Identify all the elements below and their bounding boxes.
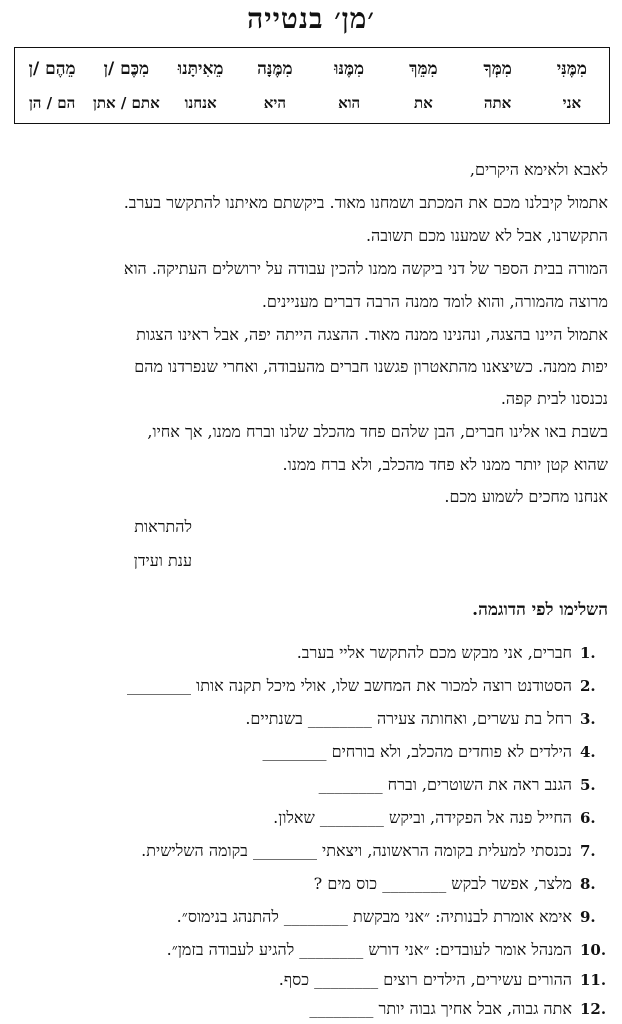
item-text: רחל בת עשרים, ואחותה צעירה ________ בשנתיים.: [245, 709, 572, 728]
exercise-item: [12, 673, 608, 699]
exercise-item: [12, 640, 608, 666]
letter-closing: להתראות: [134, 517, 192, 536]
item-text: הסטודנט רוצה למכור את המחשב שלו, אולי מיכל תקנה אותו ________: [127, 676, 572, 695]
letter-line: מרוצה מהמורה, והוא לומד ממנה הרבה דברים מעניינים.: [261, 292, 608, 311]
item-number: 3.: [580, 710, 596, 728]
exercise-item: [12, 904, 608, 930]
item-number: 6.: [580, 809, 596, 827]
letter-greeting: לאבא ולאימא היקרים,: [469, 160, 608, 179]
exercise-title: השלימו לפי הדוגמה.: [472, 600, 608, 620]
item-number: 9.: [580, 908, 596, 926]
pronoun-cell: את: [413, 94, 433, 112]
page-title: ׳מן׳ בנטייה: [247, 2, 375, 35]
form-cell: מִמְּךָ: [483, 59, 512, 79]
pronoun-cell: הם / הן: [28, 94, 76, 112]
letter-line: בשבת באו אלינו חברים, הבן שלהם פחד מהכלב שלנו וברח ממנו, אך אחיו,: [147, 422, 608, 441]
form-cell: מִמֵּךְ: [409, 59, 438, 79]
letter-line: המורה בבית הספר של דני ביקשה ממנו להכין עבודה על ירושלים העתיקה. הוא: [123, 259, 608, 278]
pronoun-subjects-row: [15, 94, 609, 113]
letter-signature: ענת ועידן: [133, 551, 192, 570]
pronoun-cell: אני: [562, 94, 582, 112]
letter-line: אתמול קיבלנו מכם את המכתב ושמחנו מאוד. ביקשתם מאיתנו להתקשר בערב.: [123, 193, 608, 212]
exercise-item: [12, 937, 608, 963]
item-number: 10.: [580, 941, 607, 959]
item-number: 4.: [580, 743, 596, 761]
item-text: מלצר, אפשר לבקש ________ כוס מים ?: [313, 874, 572, 893]
exercise-item: [12, 772, 608, 798]
item-text: נכנסתי למעלית בקומה הראשונה, ויצאתי ________ בקומה השלישית.: [141, 841, 572, 860]
exercise-item: [12, 838, 608, 864]
item-text: הגנב ראה את השוטרים, וברח ________: [318, 775, 572, 794]
letter-line: אתמול היינו בהצגה, ונהנינו ממנה מאוד. ההצגה הייתה יפה, אבל ראינו הצגות: [136, 325, 608, 344]
exercise-item: [12, 739, 608, 765]
exercise-item: [12, 871, 608, 897]
pronoun-forms-row: [15, 59, 609, 79]
item-text: ההורים עשירים, הילדים רוצים ________ כסף.: [278, 970, 572, 989]
form-cell: מִכֶּם /ן: [103, 59, 150, 79]
item-number: 5.: [580, 776, 596, 794]
item-text: חברים, אני מבקש מכם להתקשר אליי בערב.: [296, 643, 572, 662]
exercise-item: [12, 706, 608, 732]
item-text: אתה גבוה, אבל אחיך גבוה יותר ________: [309, 999, 572, 1018]
letter-line: שהוא קטן יותר ממנו לא פחד מהכלב, ולא ברח ממנו.: [282, 455, 608, 474]
form-cell: מִמֶּנִּי: [556, 59, 587, 79]
form-cell: מֵאִיתָּנוּ: [177, 59, 224, 79]
pronoun-cell: הוא: [338, 94, 361, 112]
form-cell: מִמֶּנָּה: [257, 59, 293, 79]
item-text: המנהל אומר לעובדים: ״אני דורש ________ להגיע לעבודה בזמן״.: [166, 940, 572, 959]
item-number: 1.: [580, 644, 596, 662]
pronoun-table: [14, 47, 610, 124]
item-text: הילדים לא פוחדים מהכלב, ולא בורחים ________: [262, 742, 572, 761]
item-number: 12.: [580, 1000, 607, 1018]
exercise-item: [12, 996, 608, 1022]
item-number: 8.: [580, 875, 596, 893]
item-text: החייל פנה אל הפקידה, וביקש ________ שאלון.: [273, 808, 572, 827]
form-cell: מִמֶּנּוּ: [334, 59, 365, 79]
letter-line: התקשרנו, אבל לא שמענו מכם תשובה.: [365, 226, 608, 245]
item-number: 7.: [580, 842, 596, 860]
pronoun-cell: אנחנו: [184, 94, 217, 112]
letter-line: יפות ממנה. כשיצאנו מהתאטרון פגשנו חברים מהעבודה, ואחרי שנפרדנו מהם: [134, 357, 608, 376]
item-number: 2.: [580, 677, 596, 695]
item-text: אימא אומרת לבנותיה: ״אני מבקשת ________ להתנהג בנימוס״.: [176, 907, 572, 926]
pronoun-cell: היא: [263, 94, 286, 112]
letter-line: נכנסנו לבית קפה.: [500, 389, 608, 408]
form-cell: מֵהֶם /ן: [28, 59, 76, 79]
letter-line: אנחנו מחכים לשמוע מכם.: [444, 487, 608, 506]
exercise-item: [12, 967, 608, 993]
pronoun-cell: אתה: [483, 94, 512, 112]
item-number: 11.: [580, 971, 607, 989]
pronoun-cell: אתם / אתן: [93, 94, 160, 112]
exercise-item: [12, 805, 608, 831]
